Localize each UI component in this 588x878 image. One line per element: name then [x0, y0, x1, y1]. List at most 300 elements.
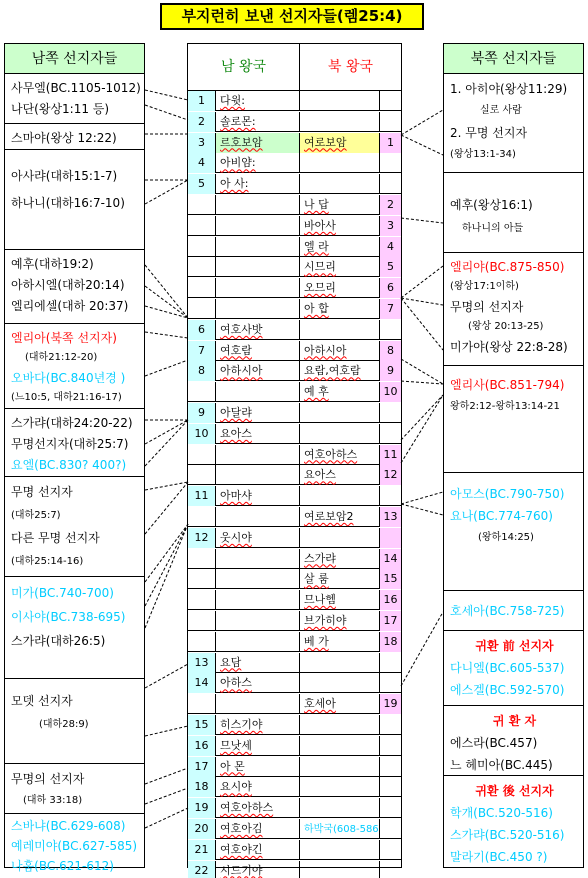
south-king-name [216, 653, 300, 673]
prophet-jehu: 예후(왕상16:1) [450, 198, 533, 212]
prophet-jehu: 예후(대하19:2) [11, 257, 94, 271]
south-king-number [188, 549, 216, 569]
north-king-number [380, 736, 401, 756]
south-king-label: 아마샤 [220, 489, 252, 503]
north-king-label: 베 가 [304, 634, 329, 648]
south-king-name [216, 632, 300, 652]
north-king-name [300, 798, 380, 818]
south-prophets-heading: 남쪽 선지자들 [5, 44, 144, 74]
south-king-number [188, 257, 216, 277]
south-king-name [216, 465, 300, 485]
prophet-eliezer: 엘리에셀(대하 20:37) [11, 299, 129, 313]
north-king-name [300, 195, 380, 215]
north-king-number: 7 [380, 299, 401, 319]
south-king-name [216, 715, 300, 735]
south-king-number: 4 [188, 153, 216, 173]
south-king-label: 여호야긴 [220, 842, 263, 856]
king-row [188, 694, 401, 714]
prophet-nehemiah: 느 헤미아(BC.445) [450, 758, 553, 772]
prophet-another-unnamed: 다른 무명 선지자 [11, 531, 100, 545]
prophet-zephaniah: 스바냐(BC.629-608) [11, 819, 126, 833]
south-king-label: 므낫세 [220, 738, 252, 752]
south-kingdom-header: 남 왕국 [188, 44, 300, 91]
king-row [188, 819, 401, 839]
south-king-number: 2 [188, 112, 216, 132]
south-king-name [216, 819, 300, 839]
king-row [188, 299, 401, 319]
north-king-label: 아 합 [304, 302, 329, 315]
king-row [188, 611, 401, 631]
north-prophet-block [444, 473, 583, 591]
king-row [188, 257, 401, 277]
king-row [188, 403, 401, 423]
north-king-name [300, 861, 380, 878]
north-king-label: 아하시아 [304, 343, 347, 357]
south-king-name [216, 341, 300, 361]
north-king-name [300, 777, 380, 797]
king-row [188, 133, 401, 153]
south-king-number: 14 [188, 673, 216, 693]
prophet-ahijah-ref: 실로 사람 [480, 105, 522, 116]
north-king-label: 호세아 [304, 697, 336, 711]
south-king-number: 7 [188, 341, 216, 361]
south-king-label: 웃시야 [220, 530, 252, 544]
south-king-number [188, 299, 216, 319]
north-king-name [300, 216, 380, 236]
prophet-jeremiah: 예레미야(BC.627-585) [11, 839, 138, 853]
north-king-number: 1 [380, 133, 401, 153]
south-king-name [216, 736, 300, 756]
north-king-label: 여로보암2 [304, 510, 354, 523]
page-title: 부지런히 보낸 선지자들(렘25:4) [160, 3, 424, 30]
south-king-name [216, 549, 300, 569]
north-king-name [300, 299, 380, 319]
south-king-label: 아하시아 [220, 364, 263, 378]
south-king-number [188, 590, 216, 610]
south-king-name [216, 237, 300, 257]
prophet-zechariah: 스가랴(BC.520-516) [450, 828, 565, 842]
north-king-number: 4 [380, 237, 401, 257]
north-king-number: 2 [380, 195, 401, 215]
north-king-name [300, 361, 380, 381]
king-row [188, 736, 401, 756]
prophet-unnamed-ref: (왕상 20:13-25) [468, 321, 544, 332]
prophet-oded: 모뎃 선지자 [11, 694, 73, 708]
south-king-label: 시드기야 [220, 863, 263, 877]
king-row [188, 382, 401, 402]
king-row [188, 320, 401, 340]
king-row [188, 465, 401, 485]
north-king-name [300, 736, 380, 756]
king-row [188, 424, 401, 444]
north-king-name [300, 819, 380, 839]
north-king-name [300, 673, 380, 693]
south-king-label: 아하스 [220, 676, 252, 690]
south-prophet-block [5, 124, 144, 150]
north-king-number [380, 798, 401, 818]
south-king-number [188, 611, 216, 631]
north-prophets-heading: 북쪽 선지자들 [444, 44, 583, 74]
north-king-number [380, 673, 401, 693]
south-king-name [216, 528, 300, 548]
south-king-label: 여호아하스 [220, 801, 274, 815]
south-king-name [216, 112, 300, 132]
south-king-name [216, 382, 300, 402]
north-prophet-block [444, 253, 583, 366]
south-king-number: 5 [188, 174, 216, 194]
prophet-obadiah: 오바다(BC.840년경 ) [11, 371, 126, 385]
king-row [188, 569, 401, 589]
prophet-joel: 요엘(BC.830? 400?) [11, 458, 127, 472]
north-king-label: 요람,여호람 [304, 364, 361, 378]
south-king-number: 6 [188, 320, 216, 340]
prophet-elisha: 엘리사(BC.851-794) [450, 378, 565, 392]
south-king-label: 요담 [220, 655, 242, 669]
prophet-ezra: 에스라(BC.457) [450, 736, 538, 750]
king-row [188, 861, 401, 878]
north-king-number: 17 [380, 611, 401, 631]
king-row [188, 445, 401, 465]
north-king-name [300, 653, 380, 673]
south-king-number: 18 [188, 777, 216, 797]
north-king-label: 므나헴 [304, 593, 336, 607]
prophet-elijah: 엘리아(북쪽 선지자) [11, 331, 117, 345]
north-king-name [300, 112, 380, 132]
north-king-number: 8 [380, 341, 401, 361]
north-king-label: 바아사 [304, 218, 336, 232]
south-king-name [216, 486, 300, 506]
north-king-number [380, 653, 401, 673]
prophet-unnamed-ref: (대하25:7) [11, 510, 61, 521]
prophet-unnamed: 무명선지자(대하25:7) [11, 437, 129, 451]
south-king-number [188, 278, 216, 298]
south-king-number: 15 [188, 715, 216, 735]
south-king-label: 아비얌: [220, 156, 256, 170]
prophet-oded-ref: (대하28:9) [39, 719, 89, 730]
south-king-label: 르호보암 [220, 135, 263, 149]
south-king-number [188, 694, 216, 714]
south-king-name [216, 694, 300, 714]
north-king-number: 10 [380, 382, 401, 402]
south-king-name [216, 195, 300, 215]
north-king-label: 브가히야 [304, 614, 347, 627]
pre-return-prophets-heading: 귀환 前 선지자 [475, 639, 554, 653]
prophet-unnamed: 무명 선지자 [11, 485, 73, 499]
south-king-name [216, 278, 300, 298]
prophet-jahaziel: 아하시엘(대하20:14) [11, 278, 125, 292]
north-king-number: 5 [380, 257, 401, 277]
south-king-name [216, 861, 300, 878]
king-row [188, 777, 401, 797]
north-king-number: 6 [380, 278, 401, 298]
south-king-number [188, 195, 216, 215]
south-king-number: 3 [188, 133, 216, 153]
king-row [188, 653, 401, 673]
south-king-name [216, 840, 300, 860]
prophet-nathan: 나단(왕상1:11 등) [11, 102, 110, 116]
north-king-number: 13 [380, 507, 401, 527]
north-king-number: 3 [380, 216, 401, 236]
south-king-name [216, 216, 300, 236]
south-king-name [216, 611, 300, 631]
north-king-number [380, 112, 401, 132]
south-king-number: 9 [188, 403, 216, 423]
north-prophets-column [443, 43, 584, 868]
king-row [188, 153, 401, 173]
north-prophet-block [444, 366, 583, 473]
south-king-number [188, 237, 216, 257]
prophet-obadiah-ref: (느10:5, 대하21:16-17) [11, 392, 122, 403]
prophet-malachi: 말라기(BC.450 ?) [450, 850, 548, 864]
prophet-unnamed-ref: (대하 33:18) [23, 795, 83, 806]
north-king-label: 스가랴 [304, 551, 336, 565]
north-king-name [300, 278, 380, 298]
north-king-number: 11 [380, 445, 401, 465]
north-king-label: 시므리 [304, 260, 336, 274]
north-prophet-block [444, 173, 583, 253]
north-prophet-block [444, 631, 583, 706]
north-king-number: 18 [380, 632, 401, 652]
prophet-hanani: 하나니(대하16:7-10) [11, 196, 125, 210]
south-king-number: 10 [188, 424, 216, 444]
north-king-name [300, 424, 380, 444]
north-king-name [300, 445, 380, 465]
north-king-number [380, 403, 401, 423]
south-king-number: 11 [188, 486, 216, 506]
north-king-name [300, 382, 380, 402]
south-king-number: 22 [188, 861, 216, 878]
king-row [188, 590, 401, 610]
prophet-elijah: 엘리야(BC.875-850) [450, 260, 565, 274]
south-king-label: 여호사밧 [220, 322, 263, 336]
north-king-number [380, 861, 401, 878]
returnees-heading: 귀 환 자 [492, 714, 537, 728]
north-king-number [380, 91, 401, 111]
north-king-number [380, 528, 401, 548]
north-king-number: 15 [380, 569, 401, 589]
south-king-number [188, 382, 216, 402]
prophet-unnamed: 무명의 선지자 [450, 300, 524, 314]
prophet-samuel: 사무엘(BC.1105-1012) [11, 81, 141, 95]
north-king-name [300, 257, 380, 277]
king-row [188, 632, 401, 652]
prophet-ahijah: 1. 아히야(왕상11:29) [450, 82, 568, 96]
north-king-name [300, 174, 380, 194]
south-king-number: 21 [188, 840, 216, 860]
prophet-hosea: 호세아(BC.758-725) [450, 604, 565, 618]
north-king-number [380, 715, 401, 735]
north-king-number [380, 840, 401, 860]
prophet-another-unnamed-ref: (대하25:14-16) [11, 556, 84, 567]
north-king-name [300, 590, 380, 610]
south-king-name [216, 424, 300, 444]
king-row [188, 507, 401, 527]
south-prophet-block [5, 764, 144, 814]
post-return-prophets-heading: 귀환 後 선지자 [475, 784, 554, 798]
prophet-unnamed-ref: (왕상13:1-34) [450, 149, 516, 160]
north-king-label: 오므리 [304, 281, 336, 295]
south-prophet-block [5, 250, 144, 324]
kings-table [187, 43, 402, 877]
south-king-name [216, 507, 300, 527]
prophet-isaiah: 이사야(BC.738-695) [11, 610, 126, 624]
north-king-number: 14 [380, 549, 401, 569]
north-king-name [300, 237, 380, 257]
north-prophet-block [444, 776, 583, 868]
king-row [188, 174, 401, 194]
south-prophet-block [5, 577, 144, 679]
north-king-name [300, 757, 380, 777]
north-king-number [380, 757, 401, 777]
prophet-amos: 아모스(BC.790-750) [450, 487, 565, 501]
king-row [188, 486, 401, 506]
king-row [188, 673, 401, 693]
north-king-number [380, 153, 401, 173]
south-king-number: 19 [188, 798, 216, 818]
north-king-name [300, 320, 380, 340]
south-king-name [216, 133, 300, 153]
north-king-number: 19 [380, 694, 401, 714]
south-king-number [188, 216, 216, 236]
south-king-name [216, 153, 300, 173]
north-king-name [300, 91, 380, 111]
north-king-number [380, 819, 401, 839]
south-king-number: 20 [188, 819, 216, 839]
north-king-name [300, 486, 380, 506]
north-king-name [300, 715, 380, 735]
north-king-name [300, 133, 380, 153]
king-row [188, 715, 401, 735]
north-prophet-block [444, 591, 583, 631]
north-king-name [300, 632, 380, 652]
south-king-label: 여호람 [220, 343, 252, 357]
south-king-name [216, 757, 300, 777]
prophet-jonah: 요나(BC.774-760) [450, 509, 553, 523]
north-king-name [300, 569, 380, 589]
north-king-label: 예 후 [304, 385, 329, 399]
king-row [188, 757, 401, 777]
prophet-jonah-ref: (왕하14:25) [478, 532, 534, 543]
north-king-number [380, 424, 401, 444]
prophet-unnamed: 2. 무명 선지자 [450, 126, 528, 140]
north-prophet-block [444, 74, 583, 173]
prophet-shemaiah: 스마야(왕상 12:22) [11, 131, 117, 145]
north-king-number: 9 [380, 361, 401, 381]
south-king-label: 다윗: [220, 94, 245, 107]
south-prophet-block [5, 74, 144, 124]
south-king-name [216, 174, 300, 194]
north-king-label: 여호아하스 [304, 447, 358, 461]
south-king-label: 히스기야 [220, 718, 263, 731]
north-king-label: 하박국(608-586 [304, 824, 379, 835]
north-king-label: 요아스 [304, 468, 336, 482]
south-king-name [216, 299, 300, 319]
north-king-name [300, 528, 380, 548]
king-row [188, 798, 401, 818]
south-king-name [216, 403, 300, 423]
king-row [188, 112, 401, 132]
king-row [188, 361, 401, 381]
north-prophet-block [444, 706, 583, 776]
north-king-name [300, 465, 380, 485]
south-king-label: 솔로몬: [220, 114, 256, 128]
south-king-number: 12 [188, 528, 216, 548]
north-king-number: 16 [380, 590, 401, 610]
prophet-zechariah: 스가랴(대하24:20-22) [11, 416, 133, 430]
prophet-zechariah: 스가랴(대하26:5) [11, 634, 106, 648]
south-king-name [216, 257, 300, 277]
king-row [188, 216, 401, 236]
king-row [188, 549, 401, 569]
king-row [188, 195, 401, 215]
south-king-number: 17 [188, 757, 216, 777]
south-king-name [216, 569, 300, 589]
south-king-name [216, 798, 300, 818]
north-king-number [380, 777, 401, 797]
north-king-name [300, 549, 380, 569]
north-king-number [380, 320, 401, 340]
north-king-name [300, 840, 380, 860]
north-king-number [380, 174, 401, 194]
king-row [188, 840, 401, 860]
prophet-elijah-ref: (대하21:12-20) [25, 352, 98, 363]
south-king-number: 8 [188, 361, 216, 381]
king-row [188, 528, 401, 548]
north-king-name [300, 403, 380, 423]
south-king-name [216, 361, 300, 381]
king-row [188, 91, 401, 111]
north-king-name [300, 341, 380, 361]
prophet-micah: 미가(BC.740-700) [11, 586, 114, 600]
south-king-number [188, 445, 216, 465]
south-king-label: 아 몬 [220, 759, 245, 773]
south-king-name [216, 320, 300, 340]
south-king-number [188, 465, 216, 485]
north-king-name [300, 694, 380, 714]
prophet-daniel: 다니엘(BC.605-537) [450, 661, 565, 675]
south-king-label: 요시야 [220, 780, 252, 794]
king-row [188, 237, 401, 257]
prophet-azariah: 아사랴(대하15:1-7) [11, 169, 118, 183]
prophet-nahum: 나훔(BC.621-612) [11, 859, 114, 873]
north-king-number: 12 [380, 465, 401, 485]
north-king-name [300, 611, 380, 631]
king-row [188, 341, 401, 361]
north-kingdom-header: 북 왕국 [300, 44, 401, 91]
south-prophet-block [5, 477, 144, 577]
north-king-label: 나 답 [304, 198, 329, 211]
south-prophet-block [5, 324, 144, 409]
north-king-label: 여로보암 [304, 135, 347, 149]
prophet-micaiah: 미가야(왕상 22:8-28) [450, 340, 568, 354]
south-king-label: 아 사: [220, 177, 249, 191]
king-row [188, 278, 401, 298]
south-king-name [216, 445, 300, 465]
south-prophets-column [4, 43, 145, 873]
prophet-unnamed: 무명의 선지자 [11, 772, 85, 786]
south-king-number: 13 [188, 653, 216, 673]
south-king-number [188, 507, 216, 527]
south-king-label: 아달랴 [220, 406, 252, 419]
prophet-elijah-ref: (왕상17:1이하) [450, 281, 519, 292]
south-prophet-block [5, 679, 144, 764]
south-king-name [216, 91, 300, 111]
south-king-number: 1 [188, 91, 216, 111]
south-king-name [216, 590, 300, 610]
north-king-label: 살 룸 [304, 572, 329, 586]
north-king-number [380, 486, 401, 506]
south-king-label: 여호아김 [220, 822, 263, 835]
